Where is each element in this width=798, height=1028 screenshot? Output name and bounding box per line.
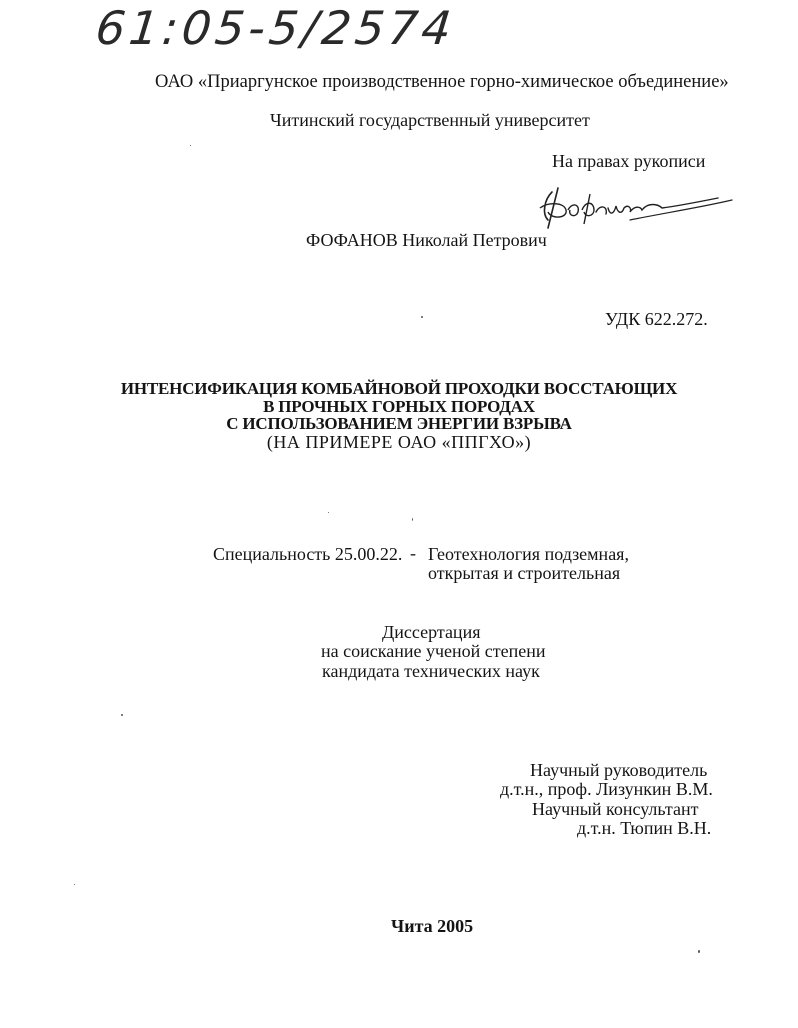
dissertation-title-line: В ПРОЧНЫХ ГОРНЫХ ПОРОДАХ [263, 397, 535, 416]
scan-speck [698, 950, 700, 953]
supervisor-title: Научный руководитель [530, 760, 708, 780]
author-signature-image [538, 180, 738, 240]
dissertation-title-line: С ИСПОЛЬЗОВАНИЕМ ЭНЕРГИИ ВЗРЫВА [226, 414, 572, 433]
degree-name: кандидата технических наук [322, 661, 540, 681]
scan-speck [421, 316, 423, 318]
specialty-name-line1: Геотехнология подземная, [428, 544, 629, 564]
scan-speck [74, 884, 75, 885]
scan-speck [412, 518, 413, 521]
specialty-label: Специальность 25.00.22. [213, 544, 403, 564]
author-name: ФОФАНОВ Николай Петрович [306, 230, 547, 250]
specialty-dash: - [410, 543, 416, 563]
consultant-title: Научный консультант [532, 799, 699, 819]
archive-number-handwritten: 61:05-5/2574 [93, 1, 458, 55]
dissertation-title-line: (НА ПРИМЕРЕ ОАО «ППГХО») [266, 432, 532, 452]
scan-speck [121, 714, 123, 716]
place-and-year: Чита 2005 [391, 916, 474, 936]
supervisor-name: д.т.н., проф. Лизункин В.М. [500, 779, 713, 799]
consultant-name: д.т.н. Тюпин В.Н. [577, 818, 712, 838]
degree-purpose: на соискание ученой степени [321, 641, 546, 661]
manuscript-rights-note: На правах рукописи [552, 151, 706, 171]
scan-speck [328, 512, 329, 513]
udk-code: УДК 622.272. [605, 309, 708, 329]
university-name: Читинский государственный университет [270, 110, 590, 130]
specialty-name-line2: открытая и строительная [428, 563, 621, 583]
organization-name: ОАО «Приаргунское производственное горно-химическое объединение» [155, 72, 729, 92]
scan-speck [190, 145, 191, 146]
dissertation-title-line: ИНТЕНСИФИКАЦИЯ КОМБАЙНОВОЙ ПРОХОДКИ ВОССТАЮЩИХ [120, 379, 678, 398]
dissertation-type: Диссертация [382, 622, 481, 642]
